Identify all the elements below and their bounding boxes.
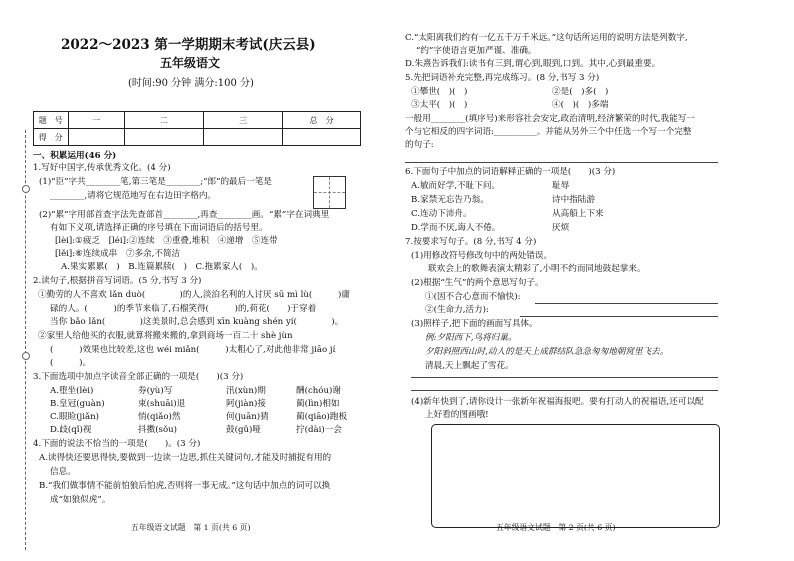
question-text: 3.下面选项中加点字读音全部正确的一项是( )(3 分) [33, 372, 244, 382]
score-head-cell: 题 号 [34, 112, 69, 129]
question-text: 一般用________(填序号)来形容社会安定,政治清明,经济繁荣的时代,我能写一 [405, 114, 695, 124]
question-text: ②家里人给他买的衣服,就算将搬来搬的,拿到商场一百二十 shè jùn [38, 331, 293, 341]
option-text: 蔺(qiāo)跑板 [296, 412, 348, 422]
question-text: [lěi]:⑥连续成串 ⑦多余,不简洁 [55, 249, 181, 259]
option-text: 成“如狼似虎”。 [50, 495, 111, 505]
option-text: “约”字使语言更加严谨、准确。 [416, 46, 537, 56]
question-text: A.果实累累( ) B.连篇累牍( ) C.拖累家人( )。 [61, 262, 263, 272]
option-text: D.朱熹告诉我们:读书有三到,谓心到,眼到,口到。其中,心到最重要。 [405, 59, 661, 69]
tianzige-writing-grid[interactable] [313, 176, 346, 209]
question-text: (3)照样子,把下面的画面写具体。 [411, 319, 538, 329]
score-head-cell: 二 [124, 112, 203, 129]
question-text: 1.写好中国字,传承优秀文化。(4 分) [33, 163, 171, 173]
question-text: (4)新年快到了,请你设计一张新年祝福海报吧。要有打动人的祝福语,还可以配 [411, 397, 704, 407]
option-text: B.“我们做事情不能前怕狼后怕虎,否则将一事无成。”这句话中加点的词可以换 [39, 481, 331, 491]
option-text: C.“太阳离我们约有一亿五千万千米远。”这句话所运用的说明方法是列数字, [405, 33, 688, 43]
score-row-label: 得 分 [34, 129, 69, 146]
question-text: ( )。 [50, 358, 92, 368]
blank-item[interactable]: ③太平( )( ) [411, 100, 468, 110]
answer-line[interactable] [520, 316, 718, 317]
option-text: 汛(xùn)期 [226, 386, 266, 396]
question-text: ①勤劳的人不喜欢 lǎn duò( )的人,淡泊名利的人讨厌 sū mì lù( )庸 [38, 290, 350, 300]
option-text: D.学而不厌,诲人不倦。 [411, 223, 501, 233]
option-text: 抖擞(sǒu) [138, 425, 178, 435]
option-text: C.连动下沛舟。 [411, 209, 472, 219]
score-table-row [34, 129, 361, 146]
blank-item[interactable]: ④( )( )多端 [552, 100, 609, 110]
question-text: 清晨,天上飘起了雪花。 [425, 361, 514, 371]
option-text: 信息。 [50, 467, 76, 477]
question-text: 的句子: [405, 140, 434, 150]
page-footer: 五年级语文试题 第 1 页(共 6 页) [131, 523, 251, 532]
question-text: 4.下面的说法不恰当的一项是( )。(3 分) [33, 439, 201, 449]
option-gloss: 诗中指陆游 [552, 195, 595, 205]
blank-item[interactable]: ①攀世( )( ) [411, 87, 468, 97]
score-cell[interactable] [124, 129, 203, 146]
score-table-head [34, 112, 361, 129]
question-text: (1)“臣”字共________笔,第三笔是________;“郎”的最后一笔是 [39, 177, 273, 187]
option-text: A.堕坐(lèi) [50, 386, 94, 396]
page-footer: 五年级语文试题 第 2 页(共 6 页) [496, 523, 616, 532]
exam-subtitle: 五年级语文 [160, 56, 221, 70]
option-text: 蔺(lìn)相如 [296, 399, 340, 409]
question-text: (1)用修改符号修改句中的两处错误。 [411, 251, 553, 261]
question-text: (2)“累”字用部首查字法先查部首________,再查________画。“累”字在词典里 [39, 210, 330, 220]
question-text: 2.读句子,根据拼音写词语。(5 分,书写 3 分) [33, 276, 202, 286]
option-gloss: 厌烦 [552, 223, 570, 233]
option-text: 何(juān)猜 [226, 412, 269, 422]
question-text: [lèi]:①疲乏 [léi]:②连续 ③重叠,堆积 ④递增 ⑤连带 [55, 236, 278, 246]
question-text: ①(因不合心意而不愉快): [425, 292, 521, 302]
example-text: 夕阳斜照西山时,动人的是天上成群结队急急匆匆地朝窝里飞去。 [425, 347, 669, 357]
option-text: B.家禁无忘告乃翁。 [411, 195, 489, 205]
answer-line[interactable] [535, 303, 718, 304]
score-cell[interactable] [283, 129, 361, 146]
option-text: A.敏而好学,不耻下问。 [411, 181, 501, 191]
question-text: 6.下面句子中加点的词语解释正确的一项是( )(3 分) [405, 167, 616, 177]
question-text: 联欢会上的歌舞表演太精彩了,小明不约而同地鼓起掌来。 [428, 264, 646, 274]
option-text: 鼓(gǔ)哑 [226, 425, 261, 435]
option-text: C.眼睑(jiǎn) [50, 412, 99, 422]
score-head-cell: 三 [203, 112, 282, 129]
score-cell[interactable] [68, 129, 124, 146]
option-text: D.歧(qǐ)视 [50, 425, 92, 435]
option-text: A.读得快还要思得快,要做到一边读一边思,抓住关键词句,才能及时捕捉有用的 [39, 453, 332, 463]
answer-line[interactable] [405, 162, 718, 163]
option-text: B.皇冠(guàn) [50, 399, 105, 409]
option-gloss: 耻辱 [552, 181, 570, 191]
option-text: 束(shuāi)退 [138, 399, 186, 409]
answer-line[interactable] [411, 377, 718, 378]
question-text: 当你 bǎo lǎn( )这美景时,总会感到 xīn kuàng shén yí( )。 [50, 317, 344, 327]
binding-hole [22, 185, 30, 193]
question-text: (2)根据“生气”的两个意思写句子。 [411, 278, 544, 288]
question-text: 有如下义项,请选择正确的序号填在下面词语后的括号里。 [50, 223, 268, 233]
score-cell[interactable] [203, 129, 282, 146]
question-text: ________,请将它规范地写在右边田字格内。 [50, 191, 217, 201]
option-text: 酬(chóu)谢 [296, 386, 341, 396]
question-text: ②(生命力,活力): [425, 305, 489, 315]
score-head-cell: 一 [68, 112, 124, 129]
question-text: 碌的人。( )的季节来临了,石榴笑得( )的,荷花( )于穿着 [50, 304, 317, 314]
score-head-cell: 总 分 [283, 112, 361, 129]
option-text: 悄(qiǎo)然 [138, 412, 181, 422]
option-text: 阿(jiàn)接 [226, 399, 266, 409]
score-table [33, 111, 361, 146]
poster-design-box[interactable] [431, 424, 720, 528]
example-text: 例:夕阳西下,鸟将归巢。 [425, 333, 517, 343]
blank-item[interactable]: ②是( )多( ) [552, 87, 609, 97]
answer-line[interactable] [411, 390, 718, 391]
question-text: 7.按要求写句子。(8 分,书写 4 分) [405, 237, 537, 247]
section-heading: 一、积累运用(46 分) [33, 151, 117, 161]
question-text: 个与它相反的四字词语:__________。并能从另外三个中任选一个写一个完整 [405, 127, 692, 137]
option-text: 拧(dài)一会 [296, 425, 342, 435]
option-text: 券(yù)写 [138, 386, 173, 396]
binding-line [25, 130, 26, 550]
question-text: 上好看的图画哦! [425, 410, 489, 420]
binding-hole [22, 352, 30, 360]
question-text: 5.先把词语补充完整,再完成练习。(8 分,书写 3 分) [405, 73, 600, 83]
question-text: ( )效果也比较差,这也 wéi miǎn( )太粗心了,对此他非常 jiāo jí [50, 345, 336, 355]
option-gloss: 从高船上下来 [552, 209, 604, 219]
exam-time-info: (时间:90 分钟 满分:100 分) [128, 78, 254, 89]
exam-title: 2022～2023 第一学期期末考试(庆云县) [61, 37, 316, 53]
